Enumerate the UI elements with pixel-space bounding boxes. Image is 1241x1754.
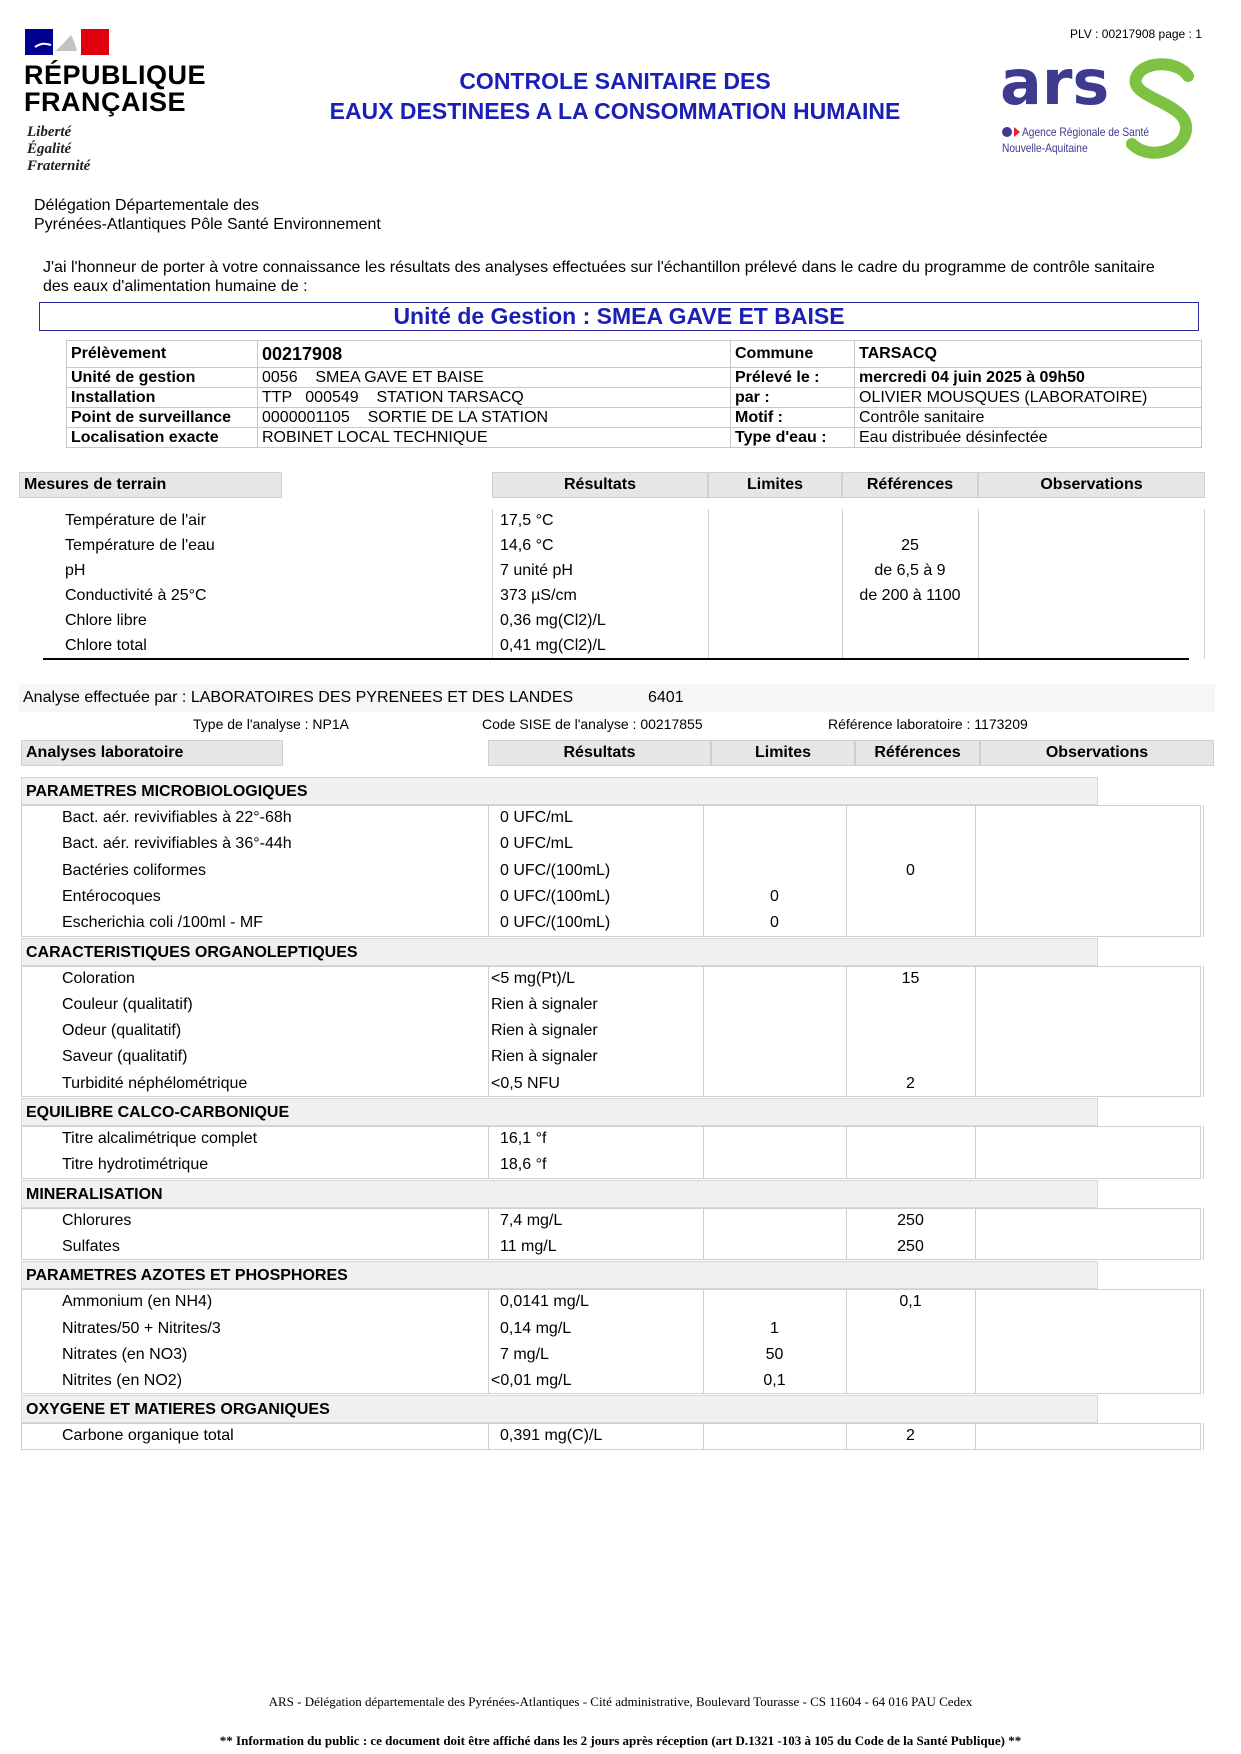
intro-text: J'ai l'honneur de porter à votre connaissance les résultats des analyses effectuées sur l'échantillon prélevé dans le cadre du programme de contrôle sanitaire des eaux d'alimentation humaine de :	[43, 259, 1155, 295]
terrain-col-resultats: Résultats	[492, 472, 708, 498]
lab-param-result: 7 mg/L	[500, 1345, 549, 1363]
republique-francaise-logo: RÉPUBLIQUE FRANÇAISE	[24, 60, 207, 117]
terrain-param-result: 0,36 mg(Cl2)/L	[500, 612, 606, 629]
column-divider	[703, 966, 704, 1098]
value-prelevement: 00217908	[258, 341, 731, 368]
lab-param-name: Entérocoques	[62, 887, 161, 905]
lab-param-result: Rien à signaler	[491, 995, 598, 1013]
column-divider	[1203, 966, 1204, 1098]
lab-col-observations: Observations	[980, 740, 1214, 766]
lab-code: 6401	[648, 689, 684, 706]
terrain-param-name: Chlore total	[65, 637, 147, 654]
column-divider	[488, 1126, 489, 1179]
lab-param-name: Saveur (qualitatif)	[62, 1048, 188, 1066]
terrain-param-name: Température de l'air	[65, 512, 206, 529]
lab-param-result: 0,0141 mg/L	[500, 1293, 589, 1311]
label-par: par :	[731, 388, 855, 408]
lab-param-reference: 2	[906, 1427, 915, 1445]
label-surveillance: Point de surveillance	[67, 408, 258, 428]
lab-param-result: Rien à signaler	[491, 1048, 598, 1066]
ars-logo-text: ars	[1000, 58, 1110, 119]
unit-title: Unité de Gestion : SMEA GAVE ET BAISE	[39, 302, 1199, 331]
lab-param-result: 7,4 mg/L	[500, 1211, 563, 1229]
value-localisation: ROBINET LOCAL TECHNIQUE	[258, 428, 731, 448]
label-motif: Motif :	[731, 408, 855, 428]
lab-param-reference: 250	[897, 1237, 924, 1255]
footer-address: ARS - Délégation départementale des Pyrénées-Atlantiques - Cité administrative, Boulevard Tourasse - CS 11604 - 64 016 PAU Cedex	[268, 1694, 973, 1709]
lab-col-references: Références	[855, 740, 980, 766]
lab-param-reference: 2	[906, 1074, 915, 1092]
lab-param-result: 0,14 mg/L	[500, 1319, 572, 1337]
lab-param-result: 18,6 °f	[500, 1156, 547, 1174]
lab-param-name: Titre alcalimétrique complet	[62, 1130, 258, 1147]
value-type-eau: Eau distribuée désinfectée	[855, 428, 1202, 448]
lab-param-result: 0 UFC/(100mL)	[500, 887, 611, 905]
lab-col-resultats: Résultats	[488, 740, 711, 766]
column-divider	[846, 1126, 847, 1179]
terrain-param-reference: de 6,5 à 9	[874, 562, 946, 579]
lab-param-reference: 15	[901, 969, 920, 987]
terrain-param-result: 373 µS/cm	[500, 587, 577, 604]
lab-param-name: Bact. aér. revivifiables à 22°-68h	[62, 809, 292, 826]
column-divider	[1203, 1289, 1204, 1394]
lab-param-result: <0,5 NFU	[491, 1074, 560, 1092]
lab-param-result: 0 UFC/(100mL)	[500, 861, 611, 879]
lab-param-name: Bactéries coliformes	[62, 861, 207, 879]
marianne-flag-icon	[25, 29, 109, 55]
column-divider	[703, 1208, 704, 1261]
lab-param-name: Nitrites (en NO2)	[62, 1372, 183, 1390]
terrain-param-result: 14,6 °C	[500, 537, 554, 554]
motto: Liberté Égalité Fraternité	[27, 124, 91, 174]
ref-labo: Référence laboratoire : 1173209	[828, 716, 1028, 732]
lab-param-name: Sulfates	[62, 1237, 120, 1255]
label-localisation: Localisation exacte	[67, 428, 258, 448]
label-prelevement: Prélèvement	[67, 341, 258, 368]
section-header: PARAMETRES AZOTES ET PHOSPHORES	[21, 1261, 1098, 1289]
column-divider	[488, 966, 489, 1098]
lab-param-result: 11 mg/L	[500, 1237, 557, 1255]
lab-header: Analyses laboratoire	[21, 740, 283, 766]
column-divider	[488, 805, 489, 937]
lab-col-limites: Limites	[711, 740, 855, 766]
delegation-address: Délégation Départementale des Pyrénées-Atlantiques Pôle Santé Environnement	[34, 197, 381, 233]
ars-subtitle-agency: Agence Régionale de Santé	[1022, 125, 1150, 139]
lab-param-result: <5 mg(Pt)/L	[491, 969, 576, 987]
lab-param-name: Coloration	[62, 969, 135, 987]
terrain-param-reference: de 200 à 1100	[859, 587, 961, 604]
document-title: CONTROLE SANITAIRE DES EAUX DESTINEES A LA CONSOMMATION HUMAINE	[329, 68, 901, 124]
value-motif: Contrôle sanitaire	[855, 408, 1202, 428]
column-divider	[1203, 1208, 1204, 1261]
column-divider	[1203, 805, 1204, 937]
column-divider	[975, 1289, 976, 1394]
column-divider	[975, 966, 976, 1098]
lab-param-result: <0,01 mg/L	[491, 1372, 572, 1390]
lab-param-result: 16,1 °f	[500, 1130, 547, 1147]
column-divider	[1203, 1423, 1204, 1449]
lab-param-limit: 0	[770, 914, 779, 932]
lab-param-reference: 0	[906, 861, 915, 879]
ars-logo	[1000, 58, 1200, 178]
lab-param-reference: 250	[897, 1211, 924, 1229]
lab-param-result: Rien à signaler	[491, 1022, 598, 1040]
terrain-param-reference: 25	[901, 537, 919, 554]
footer-public-notice: ** Information du public : ce document doit être affiché dans les 2 jours après réception (art D.1321 -103 à 105 du Code de la Santé Publique) **	[219, 1733, 1022, 1748]
value-unite: 0056 SMEA GAVE ET BAISE	[258, 368, 731, 388]
column-divider	[488, 1423, 489, 1449]
value-surveillance: 0000001105 SORTIE DE LA STATION	[258, 408, 731, 428]
terrain-param-name: pH	[65, 562, 86, 579]
column-divider	[975, 1423, 976, 1449]
lab-param-limit: 0,1	[763, 1372, 786, 1390]
lab-param-name: Odeur (qualitatif)	[62, 1022, 182, 1040]
code-sise: Code SISE de l'analyse : 00217855	[482, 716, 703, 732]
terrain-col-observations: Observations	[978, 472, 1205, 498]
ars-logo-icon	[1000, 58, 1200, 178]
lab-param-reference: 0,1	[899, 1293, 922, 1311]
lab-param-name: Nitrates (en NO3)	[62, 1345, 188, 1363]
terrain-param-name: Conductivité à 25°C	[65, 587, 207, 604]
column-divider	[488, 1208, 489, 1261]
section-rows-frame	[21, 1208, 1201, 1261]
lab-param-name: Carbone organique total	[62, 1427, 234, 1445]
column-divider	[975, 805, 976, 937]
column-divider	[703, 1126, 704, 1179]
terrain-header: Mesures de terrain	[19, 472, 282, 498]
column-divider	[975, 1126, 976, 1179]
column-divider	[1203, 1126, 1204, 1179]
terrain-param-result: 0,41 mg(Cl2)/L	[500, 637, 606, 654]
terrain-col-references: Références	[842, 472, 978, 498]
lab-param-result: 0 UFC/(100mL)	[500, 914, 611, 932]
column-divider	[975, 1208, 976, 1261]
terrain-bottom-rule	[43, 658, 1189, 660]
lab-param-name: Chlorures	[62, 1211, 132, 1229]
label-commune: Commune	[731, 341, 855, 368]
label-type-eau: Type d'eau :	[731, 428, 855, 448]
lab-param-name: Titre hydrotimétrique	[62, 1156, 209, 1174]
lab-param-limit: 50	[765, 1345, 784, 1363]
lab-param-result: 0,391 mg(C)/L	[500, 1427, 603, 1445]
terrain-param-name: Température de l'eau	[65, 537, 215, 554]
label-installation: Installation	[67, 388, 258, 408]
value-installation: TTP 000549 STATION TARSACQ	[258, 388, 731, 408]
lab-param-name: Nitrates/50 + Nitrites/3	[62, 1319, 221, 1337]
label-preleve-le: Prélevé le :	[731, 368, 855, 388]
lab-param-limit: 1	[770, 1319, 779, 1337]
analysis-by: Analyse effectuée par : LABORATOIRES DES PYRENEES ET DES LANDES	[23, 689, 574, 706]
value-preleve-le: mercredi 04 juin 2025 à 09h50	[855, 368, 1202, 388]
lab-param-name: Couleur (qualitatif)	[62, 995, 193, 1013]
column-divider	[488, 1289, 489, 1394]
sample-info-table	[66, 340, 1202, 448]
terrain-param-result: 17,5 °C	[500, 512, 554, 529]
lab-param-result: 0 UFC/mL	[500, 809, 573, 826]
lab-param-name: Turbidité néphélométrique	[62, 1074, 248, 1092]
plv-reference: PLV : 00217908 page : 1	[1070, 27, 1202, 41]
section-header: MINERALISATION	[21, 1180, 1098, 1208]
section-header: CARACTERISTIQUES ORGANOLEPTIQUES	[21, 938, 1098, 966]
terrain-param-result: 7 unité pH	[500, 562, 573, 579]
section-header: PARAMETRES MICROBIOLOGIQUES	[21, 777, 1098, 805]
type-analyse: Type de l'analyse : NP1A	[193, 716, 349, 732]
column-divider	[703, 1423, 704, 1449]
terrain-col-limites: Limites	[708, 472, 842, 498]
ars-subtitle-region: Nouvelle-Aquitaine	[1002, 141, 1088, 155]
lab-param-result: 0 UFC/mL	[500, 835, 573, 853]
terrain-param-name: Chlore libre	[65, 612, 147, 629]
section-header: OXYGENE ET MATIERES ORGANIQUES	[21, 1395, 1098, 1423]
section-header: EQUILIBRE CALCO-CARBONIQUE	[21, 1098, 1098, 1126]
lab-param-name: Ammonium (en NH4)	[62, 1293, 213, 1311]
lab-param-limit: 0	[770, 887, 779, 905]
lab-param-name: Escherichia coli /100ml - MF	[62, 914, 263, 932]
value-commune: TARSACQ	[855, 341, 1202, 368]
value-par: OLIVIER MOUSQUES (LABORATOIRE)	[855, 388, 1202, 408]
label-unite: Unité de gestion	[67, 368, 258, 388]
lab-param-name: Bact. aér. revivifiables à 36°-44h	[62, 835, 292, 853]
